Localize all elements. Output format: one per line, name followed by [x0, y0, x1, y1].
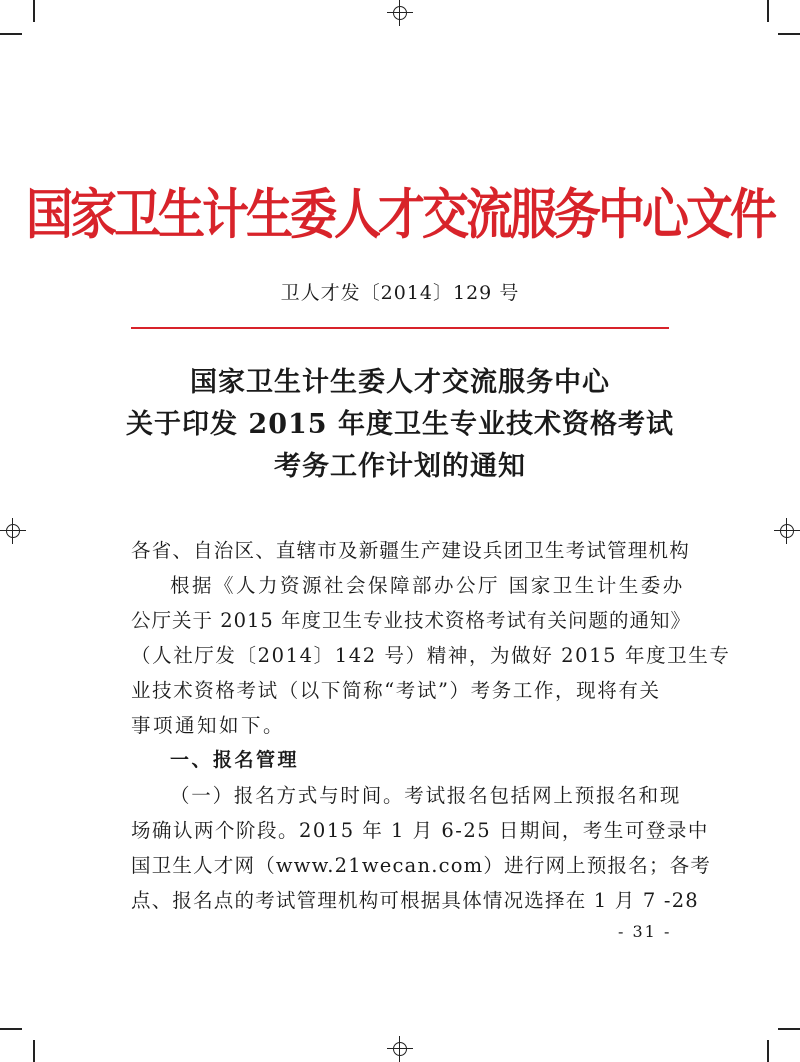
paragraph-line: 根据《人力资源社会保障部办公厅 国家卫生计生委办 [170, 574, 685, 597]
crop-mark [0, 1028, 22, 1030]
paragraph-line: 国卫生人才网（www.21wecan.com）进行网上预报名；各考 [131, 854, 712, 877]
paragraph-line: 点、报名点的考试管理机构可根据具体情况选择在 1 月 7 -28 [131, 889, 699, 912]
crop-mark [778, 1028, 800, 1030]
title-line: 国家卫生计生委人才交流服务中心 [190, 367, 610, 398]
notice-body [131, 533, 731, 918]
page-number: - 31 - [618, 922, 672, 941]
crop-mark [767, 0, 769, 22]
document-number: 卫人才发〔2014〕129 号 [280, 282, 520, 304]
addressee: 各省、自治区、直辖市及新疆生产建设兵团卫生考试管理机构 [131, 539, 690, 562]
registration-mark-icon [387, 0, 413, 26]
paragraph-line: 业技术资格考试（以下简称“考试”）考务工作，现将有关 [131, 679, 661, 702]
paragraph-line: （一）报名方式与时间。考试报名包括网上预报名和现 [170, 784, 682, 807]
crop-mark [33, 0, 35, 22]
paragraph-line: 场确认两个阶段。2015 年 1 月 6-25 日期间，考生可登录中 [131, 819, 709, 842]
title-line: 关于印发 2015 年度卫生专业技术资格考试 [126, 409, 674, 440]
crop-mark [0, 33, 22, 35]
paragraph-line: 事项通知如下。 [131, 714, 286, 737]
notice-title [0, 362, 800, 488]
red-divider [131, 327, 669, 329]
paragraph-line: 公厅关于 2015 年度卫生专业技术资格考试有关问题的通知》 [131, 609, 692, 632]
registration-mark-icon [387, 1036, 413, 1062]
crop-mark [33, 1040, 35, 1062]
paragraph-line: （人社厅发〔2014〕142 号）精神，为做好 2015 年度卫生专 [131, 644, 731, 667]
section-heading: 一、报名管理 [170, 749, 300, 771]
title-line: 考务工作计划的通知 [274, 451, 526, 482]
registration-mark-icon [0, 518, 26, 544]
crop-mark [767, 1040, 769, 1062]
org-header-title: 国家卫生计生委人才交流服务中心文件 [26, 183, 774, 247]
crop-mark [778, 33, 800, 35]
registration-mark-icon [774, 518, 800, 544]
